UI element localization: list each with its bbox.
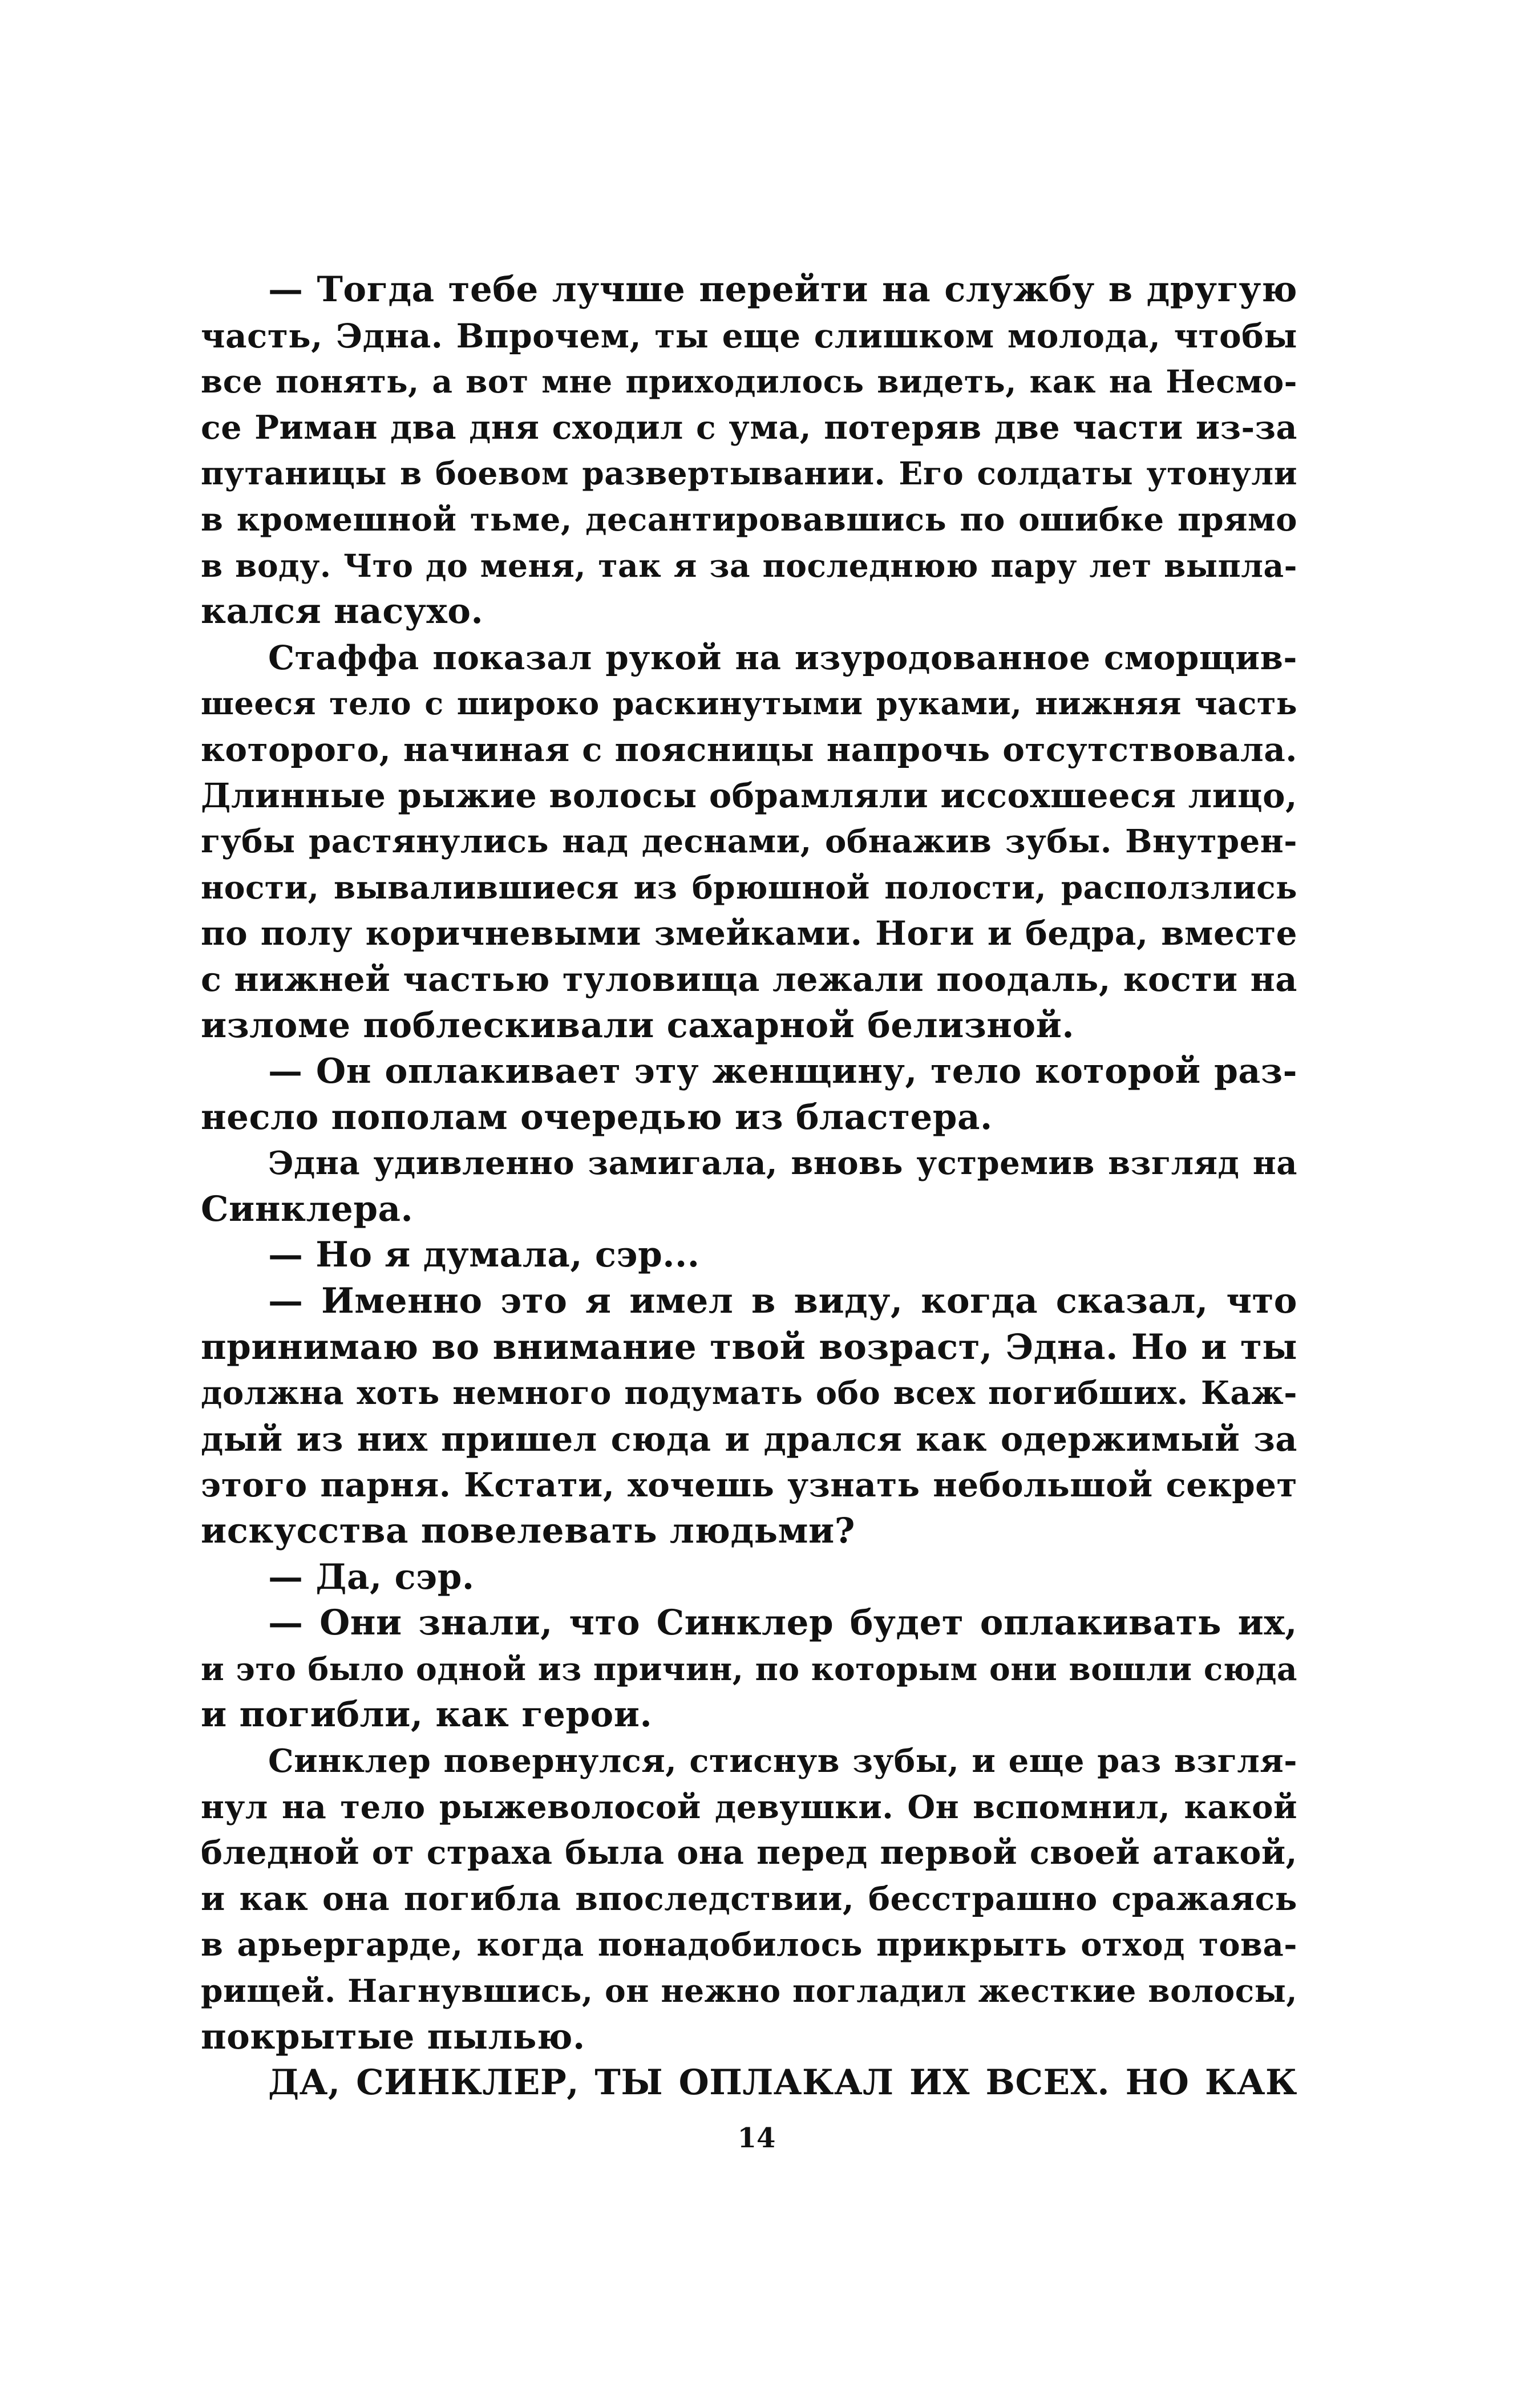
text-line: в кромешной тьме, десантировавшись по ошибке прямо [201, 500, 1297, 539]
text-line: несло пополам очередью из бластера. [201, 1096, 993, 1138]
text-line: изломе поблескивали сахарной белизной. [201, 1005, 1075, 1046]
text-line: нул на тело рыжеволосой девушки. Он вспомнил, какой [201, 1788, 1297, 1826]
text-line: принимаю во внимание твой возраст, Эдна. Но и ты [201, 1326, 1297, 1367]
text-line: и как она погибла впоследствии, бесстрашно сражаясь [201, 1879, 1297, 1918]
page-number: 14 [737, 2122, 776, 2154]
text-line: рищей. Нагнувшись, он нежно погладил жесткие волосы, [201, 1972, 1297, 2009]
text-line: — Они знали, что Синклер будет оплакивать их, [268, 1602, 1297, 1644]
text-line: — Да, сэр. [268, 1556, 475, 1597]
text-line: в воду. Что до меня, так я за последнюю пару лет выпла- [201, 547, 1297, 584]
text-line: Синклера. [201, 1188, 414, 1229]
text-line: — Именно это я имел в виду, когда сказал, что [268, 1281, 1297, 1322]
text-line: искусства повелевать людьми? [201, 1511, 855, 1552]
text-line: путаницы в боевом развертывании. Его солдаты утонули [201, 455, 1297, 492]
text-line: все понять, а вот мне приходилось видеть, как на Несмо- [201, 363, 1297, 400]
text-line: шееся тело с широко раскинутыми руками, нижняя часть [201, 685, 1297, 722]
text-line: Стаффа показал рукой на изуродованное сморщив- [268, 638, 1297, 677]
text-line: — Тогда тебе лучше перейти на службу в другую [268, 269, 1297, 310]
text-line: бледной от страха была она перед первой своей атакой, [201, 1834, 1297, 1872]
text-line: покрытые пылью. [201, 2016, 585, 2057]
text-line: которого, начиная с поясницы напрочь отсутствовала. [201, 730, 1297, 769]
body-text [201, 267, 1297, 2106]
text-line: по полу коричневыми змейками. Ноги и бедра, вместе [201, 914, 1297, 953]
text-line: се Риман два дня сходил с ума, потеряв две части из-за [201, 408, 1297, 447]
text-line: и это было одной из причин, по которым они вошли сюда [201, 1650, 1297, 1687]
text-line: кался насухо. [201, 591, 484, 632]
text-line: ности, вывалившиеся из брюшной полости, расползлись [201, 868, 1297, 906]
text-line: — Он оплакивает эту женщину, тело которой раз- [268, 1051, 1297, 1092]
text-line: Эдна удивленно замигала, вновь устремив взгляд на [268, 1144, 1297, 1183]
text-line: должна хоть немного подумать обо всех погибших. Каж- [201, 1374, 1297, 1413]
text-line: Синклер повернулся, стиснув зубы, и еще раз взгля- [268, 1742, 1297, 1780]
text-line: дый из них пришел сюда и дрался как одержимый за [201, 1419, 1297, 1459]
text-line: этого парня. Кстати, хочешь узнать небольшой секрет [201, 1466, 1297, 1505]
text-line: и погибли, как герои. [201, 1694, 653, 1735]
text-line: в арьергарде, когда понадобилось прикрыть отход това- [201, 1926, 1297, 1964]
text-line: Длинные рыжие волосы обрамляли иссохшееся лицо, [201, 775, 1297, 815]
text-line: часть, Эдна. Впрочем, ты еще слишком молода, чтобы [201, 316, 1297, 355]
text-line: с нижней частью туловища лежали поодаль, кости на [201, 959, 1297, 999]
text-line: — Но я думала, сэр... [268, 1235, 700, 1276]
text-line: губы растянулись над деснами, обнажив зубы. Внутрен- [201, 823, 1297, 861]
text-line: ДА, СИНКЛЕР, ТЫ ОПЛАКАЛ ИХ ВСЕХ. НО КАК [268, 2062, 1297, 2103]
